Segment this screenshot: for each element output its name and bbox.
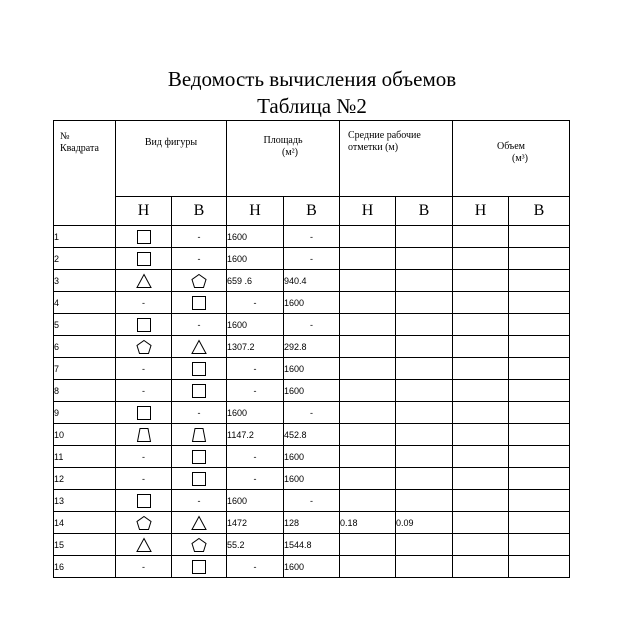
elevation-b-cell: 0.09 — [396, 512, 453, 534]
area-n-cell: 1472 — [227, 512, 284, 534]
area-n-cell: - — [227, 292, 284, 314]
elevation-b-cell — [396, 226, 453, 248]
elevation-n-cell — [340, 314, 396, 336]
elevation-n-cell — [340, 424, 396, 446]
area-n-cell: - — [227, 446, 284, 468]
square-icon — [136, 493, 152, 509]
figure-n-cell — [116, 402, 172, 424]
square-icon — [191, 471, 207, 487]
elevation-b-cell — [396, 402, 453, 424]
subheader-figure-n: Н — [116, 197, 172, 226]
square-number: 14 — [54, 512, 116, 534]
table-row — [54, 402, 570, 424]
elevation-b-cell — [396, 534, 453, 556]
area-n-cell: - — [227, 468, 284, 490]
pentagon-icon — [191, 537, 207, 553]
volume-n-cell — [453, 534, 509, 556]
volume-b-cell — [509, 380, 570, 402]
volume-b-cell — [509, 402, 570, 424]
volumes-table — [53, 120, 570, 578]
elevation-b-cell — [396, 424, 453, 446]
square-number: 5 — [54, 314, 116, 336]
area-b-cell: - — [284, 248, 340, 270]
subheader-elev-b: В — [396, 197, 453, 226]
subheader-figure-b: В — [172, 197, 227, 226]
figure-n-cell: - — [116, 468, 172, 490]
volume-b-cell — [509, 270, 570, 292]
figure-b-cell — [172, 512, 227, 534]
figure-b-cell — [172, 446, 227, 468]
subheader-elev-n: Н — [340, 197, 396, 226]
table-row — [54, 270, 570, 292]
table-row — [54, 226, 570, 248]
elevation-b-cell — [396, 358, 453, 380]
header-figure-type — [116, 121, 227, 197]
trapezoid-icon — [191, 427, 207, 443]
header-area-label: Площадь — [263, 135, 303, 146]
table-row — [54, 446, 570, 468]
elevation-n-cell — [340, 534, 396, 556]
elevation-n-cell — [340, 292, 396, 314]
figure-b-cell — [172, 292, 227, 314]
pentagon-icon — [136, 339, 152, 355]
figure-n-cell: - — [116, 380, 172, 402]
area-b-cell: - — [284, 226, 340, 248]
figure-n-cell — [116, 424, 172, 446]
volume-b-cell — [509, 446, 570, 468]
area-n-cell: 1600 — [227, 248, 284, 270]
figure-n-cell — [116, 270, 172, 292]
square-number: 3 — [54, 270, 116, 292]
figure-n-cell — [116, 336, 172, 358]
elevation-n-cell — [340, 336, 396, 358]
volume-n-cell — [453, 226, 509, 248]
header-volume-label: Объем — [497, 141, 525, 152]
area-n-cell: 1600 — [227, 226, 284, 248]
table-row — [54, 468, 570, 490]
elevation-b-cell — [396, 270, 453, 292]
table-row — [54, 336, 570, 358]
volume-b-cell — [509, 358, 570, 380]
figure-n-cell — [116, 490, 172, 512]
volume-b-cell — [509, 490, 570, 512]
elevation-b-cell — [396, 292, 453, 314]
figure-n-cell — [116, 314, 172, 336]
square-number: 9 — [54, 402, 116, 424]
table-row — [54, 292, 570, 314]
area-b-cell: 452.8 — [284, 424, 340, 446]
elevation-n-cell — [340, 226, 396, 248]
volume-n-cell — [453, 314, 509, 336]
table-row — [54, 490, 570, 512]
volume-b-cell — [509, 336, 570, 358]
elevation-n-cell — [340, 446, 396, 468]
figure-b-cell: - — [172, 314, 227, 336]
figure-b-cell — [172, 534, 227, 556]
table-row — [54, 380, 570, 402]
volume-n-cell — [453, 556, 509, 578]
square-number: 16 — [54, 556, 116, 578]
header-square-number — [54, 121, 116, 226]
figure-b-cell: - — [172, 226, 227, 248]
area-n-cell: 55.2 — [227, 534, 284, 556]
elevation-n-cell: 0.18 — [340, 512, 396, 534]
area-b-cell: 940.4 — [284, 270, 340, 292]
header-square-label: Квадрата — [60, 143, 99, 154]
square-number: 1 — [54, 226, 116, 248]
volume-b-cell — [509, 556, 570, 578]
area-n-cell: 1600 — [227, 314, 284, 336]
volume-b-cell — [509, 292, 570, 314]
square-icon — [191, 449, 207, 465]
area-n-cell: 1307.2 — [227, 336, 284, 358]
header-figure-type-label: Вид фигуры — [144, 137, 198, 148]
volume-n-cell — [453, 402, 509, 424]
figure-b-cell — [172, 358, 227, 380]
area-b-cell: 1544.8 — [284, 534, 340, 556]
figure-n-cell: - — [116, 556, 172, 578]
square-number: 2 — [54, 248, 116, 270]
subheader-volume-b: В — [509, 197, 570, 226]
square-icon — [136, 317, 152, 333]
elevation-n-cell — [340, 556, 396, 578]
volume-n-cell — [453, 424, 509, 446]
volume-b-cell — [509, 226, 570, 248]
figure-n-cell: - — [116, 358, 172, 380]
square-icon — [136, 251, 152, 267]
header-area — [227, 121, 340, 197]
square-number: 8 — [54, 380, 116, 402]
square-number: 15 — [54, 534, 116, 556]
volume-n-cell — [453, 358, 509, 380]
figure-b-cell — [172, 468, 227, 490]
square-number: 4 — [54, 292, 116, 314]
elevation-b-cell — [396, 380, 453, 402]
figure-b-cell: - — [172, 490, 227, 512]
volume-b-cell — [509, 424, 570, 446]
figure-n-cell — [116, 248, 172, 270]
figure-n-cell — [116, 512, 172, 534]
elevation-n-cell — [340, 248, 396, 270]
volume-n-cell — [453, 270, 509, 292]
header-area-unit: (м²) — [282, 147, 298, 158]
area-n-cell: 1147.2 — [227, 424, 284, 446]
area-n-cell: 659 .6 — [227, 270, 284, 292]
volume-b-cell — [509, 248, 570, 270]
volume-n-cell — [453, 248, 509, 270]
area-b-cell: 128 — [284, 512, 340, 534]
table-row — [54, 314, 570, 336]
square-icon — [136, 405, 152, 421]
subheader-area-n: Н — [227, 197, 284, 226]
elevation-b-cell — [396, 468, 453, 490]
figure-n-cell — [116, 226, 172, 248]
area-b-cell: - — [284, 402, 340, 424]
area-n-cell: 1600 — [227, 490, 284, 512]
square-icon — [191, 383, 207, 399]
elevation-n-cell — [340, 270, 396, 292]
volume-b-cell — [509, 534, 570, 556]
trapezoid-icon — [136, 427, 152, 443]
figure-n-cell — [116, 534, 172, 556]
document-title: Ведомость вычисления объемов — [167, 67, 457, 91]
square-number: 10 — [54, 424, 116, 446]
square-number: 12 — [54, 468, 116, 490]
elevation-b-cell — [396, 490, 453, 512]
header-number-sign: № — [60, 131, 70, 142]
figure-b-cell — [172, 380, 227, 402]
header-avg-elevations-line2: отметки (м) — [348, 142, 399, 153]
figure-n-cell: - — [116, 446, 172, 468]
volume-b-cell — [509, 468, 570, 490]
figure-b-cell — [172, 424, 227, 446]
figure-n-cell: - — [116, 292, 172, 314]
volume-n-cell — [453, 292, 509, 314]
header-volume — [453, 121, 570, 197]
triangle-icon — [136, 537, 152, 553]
header-volume-unit: (м³) — [512, 153, 528, 164]
figure-b-cell — [172, 556, 227, 578]
triangle-icon — [136, 273, 152, 289]
square-icon — [136, 229, 152, 245]
area-b-cell: 1600 — [284, 292, 340, 314]
volume-n-cell — [453, 468, 509, 490]
elevation-b-cell — [396, 556, 453, 578]
elevation-n-cell — [340, 490, 396, 512]
volume-b-cell — [509, 512, 570, 534]
figure-b-cell — [172, 270, 227, 292]
area-n-cell: 1600 — [227, 402, 284, 424]
triangle-icon — [191, 339, 207, 355]
area-n-cell: - — [227, 380, 284, 402]
elevation-b-cell — [396, 336, 453, 358]
pentagon-icon — [136, 515, 152, 531]
area-n-cell: - — [227, 358, 284, 380]
volume-n-cell — [453, 380, 509, 402]
subheader-volume-n: Н — [453, 197, 509, 226]
elevation-b-cell — [396, 314, 453, 336]
volume-n-cell — [453, 512, 509, 534]
square-icon — [191, 361, 207, 377]
table-row — [54, 534, 570, 556]
header-avg-elevations-line1: Средние рабочие — [348, 130, 421, 141]
square-number: 6 — [54, 336, 116, 358]
area-b-cell: - — [284, 314, 340, 336]
table-row — [54, 424, 570, 446]
subheader-area-b: В — [284, 197, 340, 226]
elevation-n-cell — [340, 380, 396, 402]
square-icon — [191, 295, 207, 311]
pentagon-icon — [191, 273, 207, 289]
square-number: 13 — [54, 490, 116, 512]
volume-n-cell — [453, 490, 509, 512]
elevation-n-cell — [340, 468, 396, 490]
table-row — [54, 556, 570, 578]
square-number: 7 — [54, 358, 116, 380]
volume-n-cell — [453, 446, 509, 468]
area-b-cell: 1600 — [284, 446, 340, 468]
area-b-cell: 1600 — [284, 358, 340, 380]
header-avg-elevations — [340, 121, 453, 197]
table-row — [54, 248, 570, 270]
table-row — [54, 512, 570, 534]
square-number: 11 — [54, 446, 116, 468]
figure-b-cell: - — [172, 248, 227, 270]
area-b-cell: 1600 — [284, 468, 340, 490]
elevation-n-cell — [340, 358, 396, 380]
table-caption: Таблица №2 — [257, 94, 367, 118]
elevation-n-cell — [340, 402, 396, 424]
area-b-cell: 1600 — [284, 380, 340, 402]
area-b-cell: 292.8 — [284, 336, 340, 358]
area-b-cell: - — [284, 490, 340, 512]
table-row — [54, 358, 570, 380]
area-n-cell: - — [227, 556, 284, 578]
square-icon — [191, 559, 207, 575]
area-b-cell: 1600 — [284, 556, 340, 578]
figure-b-cell — [172, 336, 227, 358]
elevation-b-cell — [396, 446, 453, 468]
volume-b-cell — [509, 314, 570, 336]
elevation-b-cell — [396, 248, 453, 270]
triangle-icon — [191, 515, 207, 531]
volume-n-cell — [453, 336, 509, 358]
figure-b-cell: - — [172, 402, 227, 424]
